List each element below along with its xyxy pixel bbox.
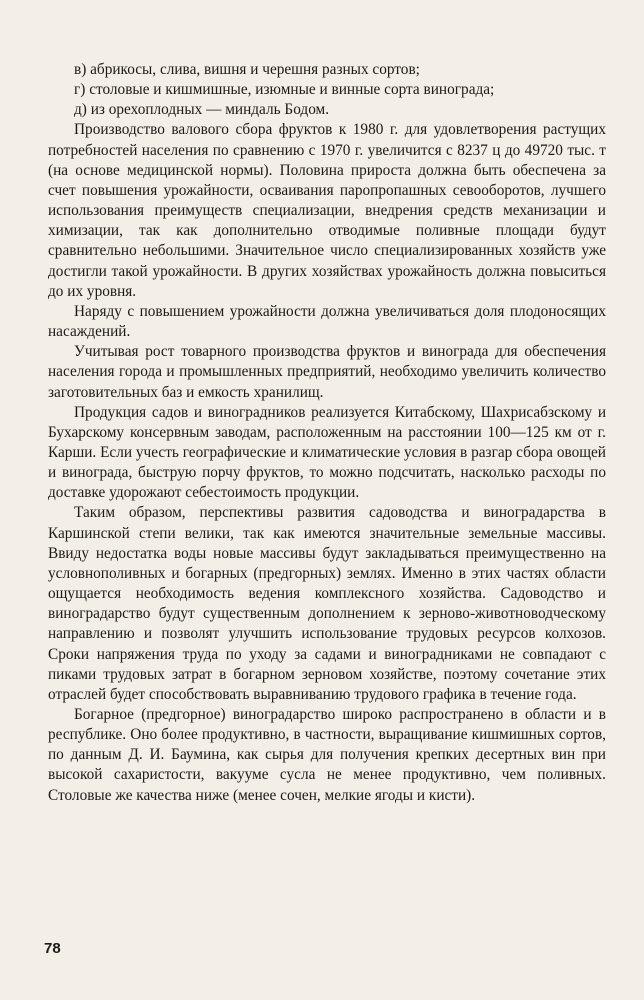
paragraph-storage: Учитывая рост товарного производства фруктов и винограда для обеспечения населения города и промышленных предприятий, необходимо увеличить количество заготовительных баз и емкость хранилищ. <box>48 343 606 401</box>
paragraph-fruit-bearing: Наряду с повышением урожайности должна увеличиваться доля плодоносящих насаждений. <box>48 302 606 341</box>
list-item-d: д) из орехоплодных — миндаль Бодом. <box>74 101 330 119</box>
page-body <box>48 60 606 806</box>
paragraph-rainfed-viticulture: Богарное (предгорное) виноградарство широко распространено в области и в республике. Оно более продуктивно, в частности, выращивание кишмишных сортов, по данным Д. И. Баумина, как сырья для получения крепких десертных вин при высокой сахаристости, вакууме сусла не менее продуктивно, чем поливных. Столовые же качества ниже (менее сочен, мелкие ягоды и кисти). <box>48 706 606 804</box>
paragraph-prospects: Таким образом, перспективы развития садоводства и виноградарства в Каршинской степи велики, так как имеются значительные земельные массивы. Ввиду недостатка воды новые массивы будут закладываться преимущественно на условнополивных и богарных (предгорных) землях. Именно в этих частях области ощущается необходимость ведения комплексного хозяйства. Садоводство и виноградарство будут существенным дополнением к зерново-животноводческому направлению и позволят улучшить использование трудовых ресурсов колхозов. Сроки напряжения труда по уходу за садами и виноградниками не совпадают с пиками трудовых затрат в богарном зерновом хозяйстве, поэтому сочетание этих отраслей будет способствовать выравниванию трудового графика в течение года. <box>48 504 606 703</box>
paragraph-fruit-production: Производство валового сбора фруктов к 1980 г. для удовлетворения растущих потребностей населения по сравнению с 1970 г. увеличится с 8237 ц до 49720 тыс. т (на основе медицинской нормы). Половина прироста должна быть обеспечена за счет повышения урожайности, осваивания паропропашных севооборотов, лучшего использования преимуществ специализации, внедрения средств механизации и химизации, так как дополнительно отводимые поливные площади будут сравнительно небольшими. Значительное число специализированных хозяйств уже достигли такой урожайности. В других хозяйствах урожайность должна повыситься до их уровня. <box>48 121 606 300</box>
list-item-g: г) столовые и кишмишные, изюмные и винные сорта винограда; <box>74 81 495 99</box>
list-item-v: в) абрикосы, слива, вишня и черешня разных сортов; <box>74 61 420 78</box>
paragraph-canneries: Продукция садов и виноградников реализуется Китабскому, Шахрисабзскому и Бухарскому консервным заводам, расположенным на расстоянии 100—125 км от г. Карши. Если учесть географические и климатические условия в разгар сбора овощей и винограда, быструю порчу фруктов, то можно подсчитать, насколько расходы по доставке удорожают себестоимость продукции. <box>48 403 606 502</box>
page-number: 78 <box>44 940 61 957</box>
